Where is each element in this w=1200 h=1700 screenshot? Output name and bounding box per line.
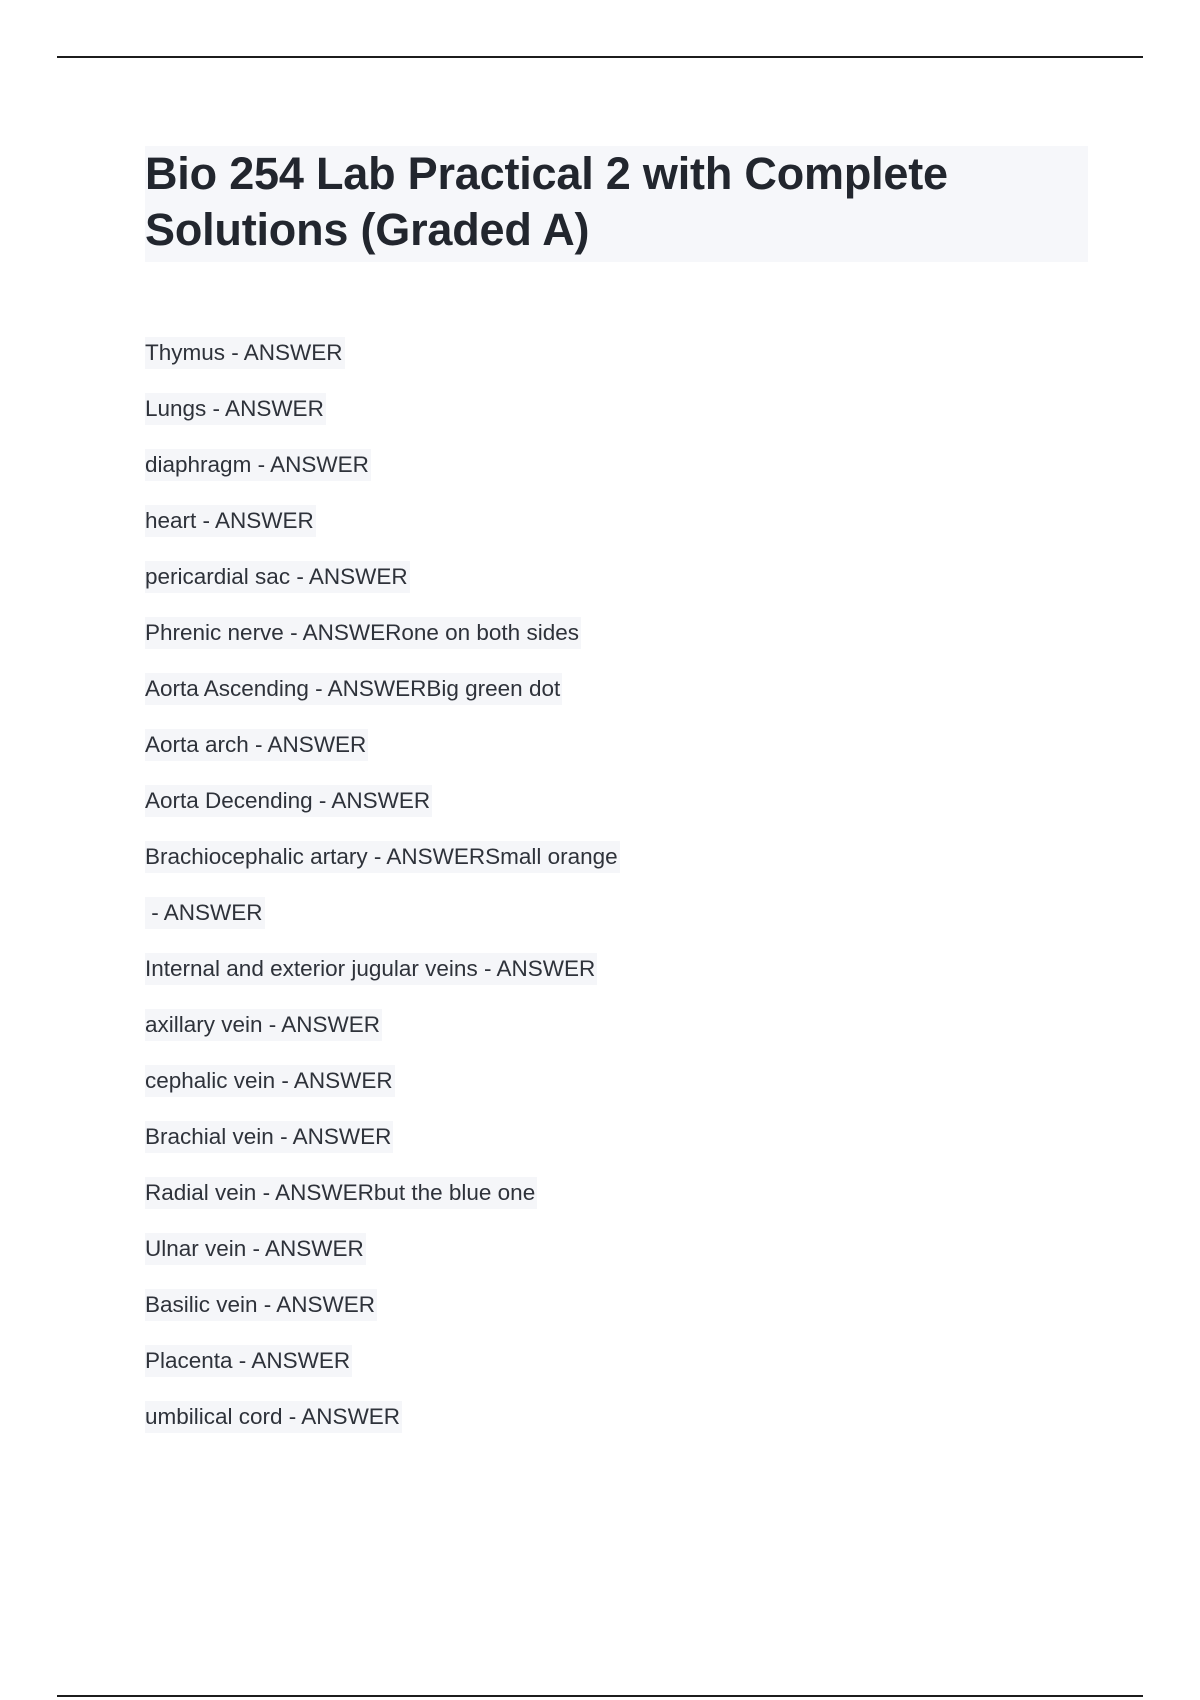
list-item-text: - ANSWER: [145, 897, 265, 929]
list-item: [145, 841, 1088, 897]
list-item-text: Brachiocephalic artary - ANSWERSmall orange: [145, 841, 620, 873]
top-divider: [57, 56, 1143, 58]
list-item-text: Radial vein - ANSWERbut the blue one: [145, 1177, 537, 1209]
document-body: [145, 146, 1088, 1457]
list-item: [145, 1009, 1088, 1065]
list-item-text: Brachial vein - ANSWER: [145, 1121, 393, 1153]
list-item: [145, 953, 1088, 1009]
list-item: [145, 561, 1088, 617]
list-item-text: Lungs - ANSWER: [145, 393, 326, 425]
list-item: [145, 505, 1088, 561]
list-item: [145, 1121, 1088, 1177]
list-item-text: Aorta arch - ANSWER: [145, 729, 368, 761]
list-item-text: Thymus - ANSWER: [145, 337, 345, 369]
list-item: [145, 673, 1088, 729]
list-item: [145, 1345, 1088, 1401]
list-item: [145, 785, 1088, 841]
title-block: [145, 146, 1088, 262]
list-item: [145, 729, 1088, 785]
list-item-text: heart - ANSWER: [145, 505, 316, 537]
list-item: [145, 617, 1088, 673]
answer-list: [145, 337, 1088, 1457]
list-item-text: cephalic vein - ANSWER: [145, 1065, 395, 1097]
list-item: [145, 1233, 1088, 1289]
list-item: [145, 1065, 1088, 1121]
list-item-text: pericardial sac - ANSWER: [145, 561, 410, 593]
list-item-text: diaphragm - ANSWER: [145, 449, 371, 481]
list-item-text: Basilic vein - ANSWER: [145, 1289, 377, 1321]
list-item: [145, 897, 1088, 953]
list-item: [145, 1289, 1088, 1345]
list-item-text: Aorta Decending - ANSWER: [145, 785, 432, 817]
document-title: Bio 254 Lab Practical 2 with Complete Solutions (Graded A): [145, 148, 948, 255]
list-item-text: axillary vein - ANSWER: [145, 1009, 382, 1041]
list-item-text: Phrenic nerve - ANSWERone on both sides: [145, 617, 581, 649]
list-item: [145, 1401, 1088, 1457]
list-item: [145, 449, 1088, 505]
list-item: [145, 393, 1088, 449]
list-item: [145, 1177, 1088, 1233]
list-item-text: Placenta - ANSWER: [145, 1345, 352, 1377]
list-item: [145, 337, 1088, 393]
list-item-text: Internal and exterior jugular veins - ANSWER: [145, 953, 597, 985]
list-item-text: Ulnar vein - ANSWER: [145, 1233, 366, 1265]
list-item-text: umbilical cord - ANSWER: [145, 1401, 402, 1433]
bottom-divider: [57, 1695, 1143, 1697]
list-item-text: Aorta Ascending - ANSWERBig green dot: [145, 673, 562, 705]
